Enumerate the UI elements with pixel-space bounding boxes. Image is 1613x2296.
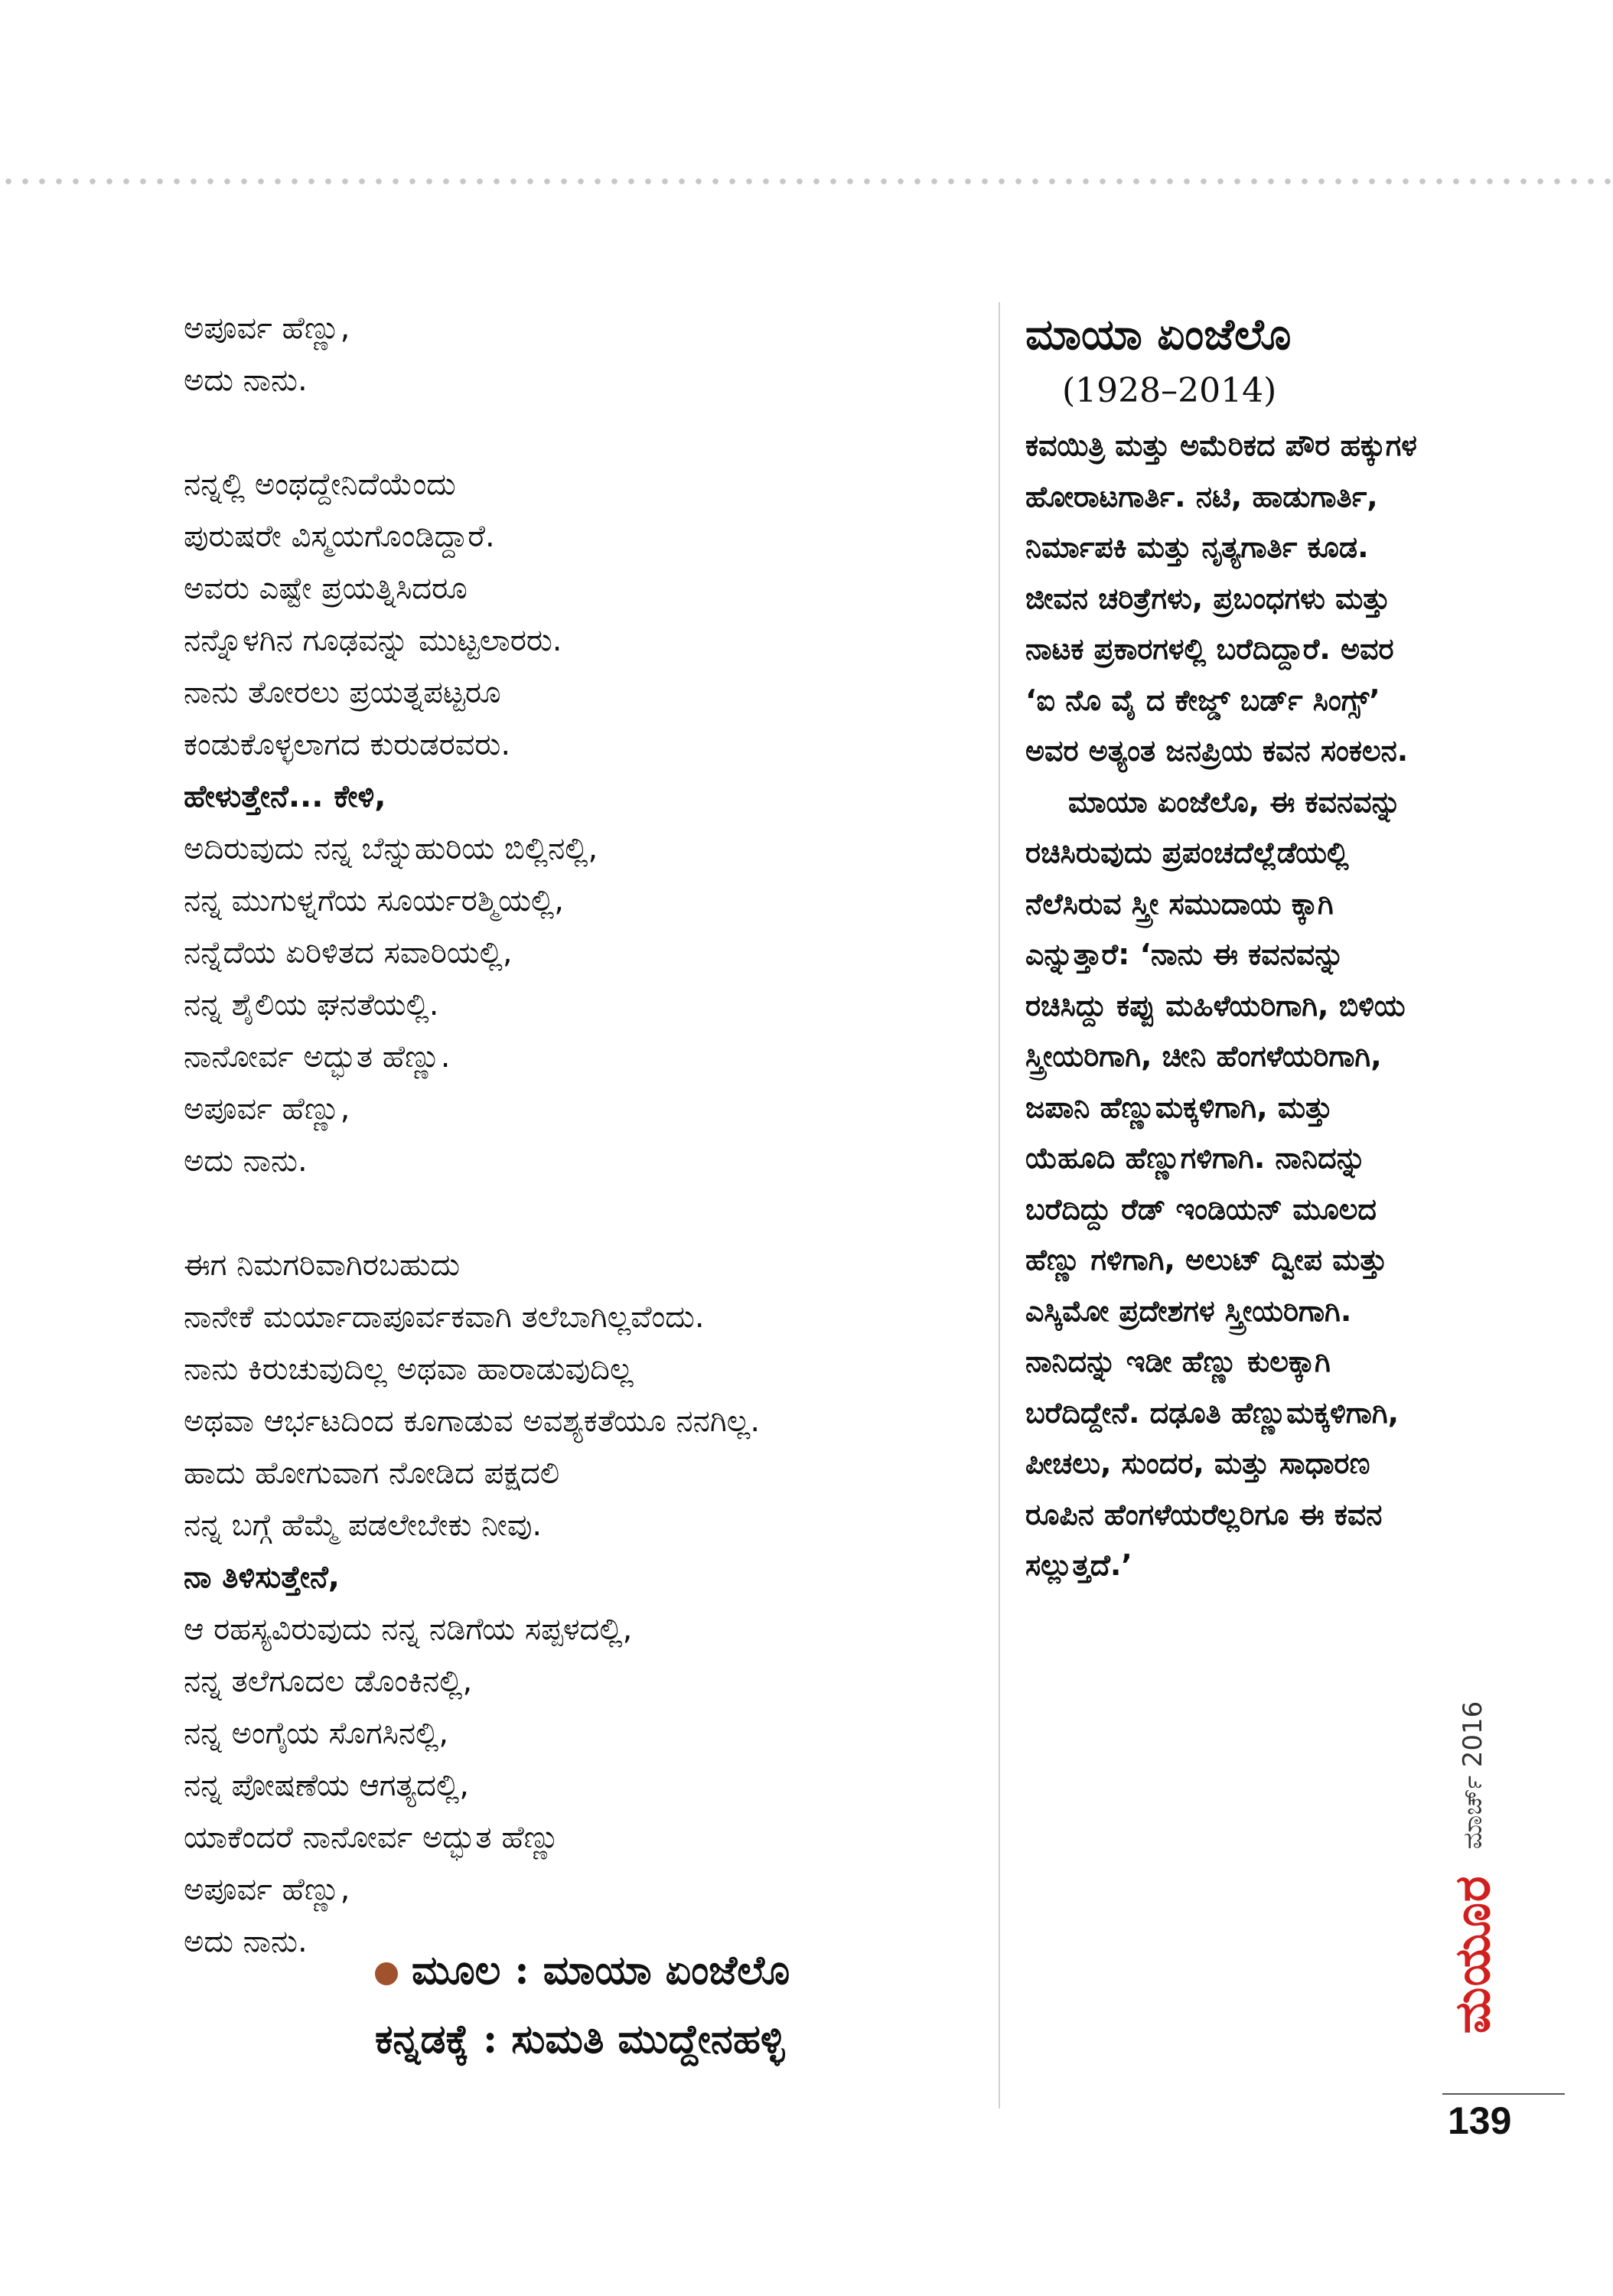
- poem-line: ನನ್ನಲ್ಲಿ ಅಂಥದ್ದೇನಿದೆಯೆಂದು: [184, 467, 456, 502]
- poem-line: ನಾನೇಕೆ ಮರ್ಯಾದಾಪೂರ್ವಕವಾಗಿ ತಲೆಬಾಗಿಲ್ಲವೆಂದು.: [184, 1300, 705, 1335]
- poem-credits: [375, 1936, 979, 2074]
- poem-line: ಹಾದು ಹೋಗುವಾಗ ನೋಡಿದ ಪಕ್ಷದಲಿ: [184, 1456, 560, 1491]
- poem-line: ನನ್ನ ಬಗ್ಗೆ ಹೆಮ್ಮೆ ಪಡಲೇಬೇಕು ನೀವು.: [184, 1508, 543, 1543]
- poem-line: ನನ್ನ ತಲೆಗೂದಲ ಡೊಂಕಿನಲ್ಲಿ,: [184, 1664, 473, 1699]
- poem-line: ಅದಿರುವುದು ನನ್ನ ಬೆನ್ನುಹುರಿಯ ಬಿಲ್ಲಿನಲ್ಲಿ,: [184, 831, 598, 866]
- poem-line: ಅದು ನಾನು.: [184, 363, 308, 398]
- page-number: 139: [1448, 2099, 1512, 2142]
- author-years: (1928–2014): [1062, 371, 1277, 410]
- poem-line: ಅಪೂರ್ವ ಹೆಣ್ಣು,: [184, 311, 350, 346]
- bio-paragraph: ಮಾಯಾ ಏಂಜೆಲೊ, ಈ ಕವನವನ್ನು ರಚಿಸಿರುವುದು ಪ್ರಪಂಚದೆಲ್ಲೆಡೆಯಲ್ಲಿ ನೆಲೆಸಿರುವ ಸ್ತ್ರೀ ಸಮುದಾಯ ಕ್ಕಾಗಿ ಎನ್ನುತ್ತಾರೆ: ‘ನಾನು ಈ ಕವನವನ್ನು ರಚಿಸಿದ್ದು ಕಪ್ಪು ಮಹಿಳೆಯರಿಗಾಗಿ, ಬಿಳಿಯ ಸ್ತ್ರೀಯರಿಗಾಗಿ, ಚೀನಿ ಹೆಂಗಳೆಯರಿಗಾಗಿ, ಜಪಾನಿ ಹೆಣ್ಣುಮಕ್ಕಳಿಗಾಗಿ, ಮತ್ತು ಯೆಹೂದಿ ಹೆಣ್ಣುಗಳಿಗಾಗಿ. ನಾನಿದನ್ನು ಬರೆದಿದ್ದು ರೆಡ್ ಇಂಡಿಯನ್ ಮೂಲದ ಹೆಣ್ಣು ಗಳಿಗಾಗಿ, ಅಲುಟ್ ದ್ವೀಪ ಮತ್ತು ಎಸ್ಕಿಮೋ ಪ್ರದೇಶಗಳ ಸ್ತ್ರೀಯರಿಗಾಗಿ. ನಾನಿದನ್ನು ಇಡೀ ಹೆಣ್ಣು ಕುಲಕ್ಕಾಗಿ ಬರೆದಿದ್ದೇನೆ. ದಢೂತಿ ಹೆಣ್ಣುಮಕ್ಕಳಿಗಾಗಿ, ಪೀಚಲು, ಸುಂದರ, ಮತ್ತು ಸಾಧಾರಣ ರೂಪಿನ ಹೆಂಗಳೆಯರೆಲ್ಲರಿಗೂ ಈ ಕವನ ಸಲ್ಲುತ್ತದೆ.’: [1025, 784, 1406, 1582]
- poem-line: ಅಥವಾ ಆರ್ಭಟದಿಂದ ಕೂಗಾಡುವ ಅವಶ್ಯಕತೆಯೂ ನನಗಿಲ್ಲ.: [184, 1404, 761, 1439]
- poem-line: ಈಗ ನಿಮಗರಿವಾಗಿರಬಹುದು: [184, 1247, 461, 1283]
- poem-line: ಪುರುಷರೇ ವಿಸ್ಮಯಗೊಂಡಿದ್ದಾರೆ.: [184, 519, 495, 554]
- poem-line: ನಾನು ಕಿರುಚುವುದಿಲ್ಲ ಅಥವಾ ಹಾರಾಡುವುದಿಲ್ಲ: [184, 1352, 634, 1387]
- poem-line: ನನ್ನ ಪೋಷಣೆಯ ಆಗತ್ಯದಲ್ಲಿ,: [184, 1768, 469, 1803]
- magazine-logo: ಮಯೂರ: [1445, 1875, 1501, 2034]
- poem-line: ನನ್ನ ಮುಗುಳ್ನಗೆಯ ಸೂರ್ಯರಶ್ಮಿಯಲ್ಲಿ,: [184, 883, 564, 918]
- column-divider: [999, 302, 1000, 2108]
- magazine-band: [1439, 1668, 1507, 2066]
- poem-line: ಹೇಳುತ್ತೇನೆ... ಕೇಳಿ,: [184, 779, 386, 814]
- credit-original: [375, 1936, 979, 2005]
- top-dotted-divider: [0, 178, 1613, 185]
- poem-line: ಅಪೂರ್ವ ಹೆಣ್ಣು,: [184, 1091, 350, 1127]
- poem-line: ನನ್ನ ಶೈಲಿಯ ಘನತೆಯಲ್ಲಿ.: [184, 987, 439, 1022]
- page-number-rule: [1442, 2093, 1565, 2095]
- poem-line: ನನ್ನೆದೆಯ ಏರಿಳಿತದ ಸವಾರಿಯಲ್ಲಿ,: [184, 935, 513, 970]
- issue-date: ಮಾರ್ಚ್ 2016: [1458, 1701, 1488, 1850]
- poem-stanza-2: [184, 458, 995, 1187]
- poem-line: ಯಾಕೆಂದರೆ ನಾನೋರ್ವ ಅದ್ಭುತ ಹೆಣ್ಣು: [184, 1820, 560, 1855]
- author-sidebar: [1025, 302, 1423, 1591]
- poem-stanza-3: [184, 1239, 995, 1968]
- poem-line: ಅವರು ಎಷ್ಟೇ ಪ್ರಯತ್ನಿಸಿದರೂ: [184, 571, 468, 606]
- poem-line: ನಾನೋರ್ವ ಅದ್ಭುತ ಹೆಣ್ಣು.: [184, 1039, 451, 1075]
- poem-body: [184, 302, 995, 2020]
- poem-line: ನಾನು ತೋರಲು ಪ್ರಯತ್ನಪಟ್ಟರೂ: [184, 675, 501, 710]
- author-name: ಮಾಯಾ ಏಂಜೆಲೊ: [1025, 309, 1292, 360]
- poem-line: ಕಂಡುಕೊಳ್ಳಲಾಗದ ಕುರುಡರವರು.: [184, 727, 511, 762]
- poem-line: ಅದು ನಾನು.: [184, 1143, 308, 1179]
- poem-line: ನನ್ನೊಳಗಿನ ಗೂಢವನ್ನು ಮುಟ್ಟಲಾರರು.: [184, 623, 562, 658]
- poem-line: ಅಪೂರ್ವ ಹೆಣ್ಣು,: [184, 1872, 350, 1907]
- poem-line: ಅದು ನಾನು.: [184, 1924, 308, 1959]
- poem-stanza-1: [184, 302, 995, 406]
- author-bio: [1025, 420, 1423, 1591]
- bio-paragraph: ಕವಯಿತ್ರಿ ಮತ್ತು ಅಮೆರಿಕದ ಪೌರ ಹಕ್ಕುಗಳ ಹೋರಾಟಗಾರ್ತಿ. ನಟಿ, ಹಾಡುಗಾರ್ತಿ, ನಿರ್ಮಾಪಕಿ ಮತ್ತು ನೃತ್ಯಗಾರ್ತಿ ಕೂಡ. ಜೀವನ ಚರಿತ್ರೆಗಳು, ಪ್ರಬಂಧಗಳು ಮತ್ತು ನಾಟಕ ಪ್ರಕಾರಗಳಲ್ಲಿ ಬರೆದಿದ್ದಾರೆ. ಅವರ ‘ಐ ನೊ ವೈ ದ ಕೇಜ್ಡ್ ಬರ್ಡ್ ಸಿಂಗ್ಸ್’ ಅವರ ಅತ್ಯಂತ ಜನಪ್ರಿಯ ಕವನ ಸಂಕಲನ.: [1025, 429, 1417, 768]
- bullet-dot-icon: [375, 1962, 398, 1985]
- poem-line: ನನ್ನ ಅಂಗೈಯ ಸೊಗಸಿನಲ್ಲಿ,: [184, 1716, 449, 1751]
- poem-line: ನಾ ತಿಳಿಸುತ್ತೇನೆ,: [184, 1560, 341, 1595]
- poem-line: ಆ ರಹಸ್ಯವಿರುವುದು ನನ್ನ ನಡಿಗೆಯ ಸಪ್ಪಳದಲ್ಲಿ,: [184, 1612, 633, 1647]
- credit-original-text: ಮೂಲ : ಮಾಯಾ ಏಂಜೆಲೊ: [412, 1947, 790, 1994]
- credit-translation: ಕನ್ನಡಕ್ಕೆ : ಸುಮತಿ ಮುದ್ದೇನಹಳ್ಳಿ: [375, 2016, 785, 2063]
